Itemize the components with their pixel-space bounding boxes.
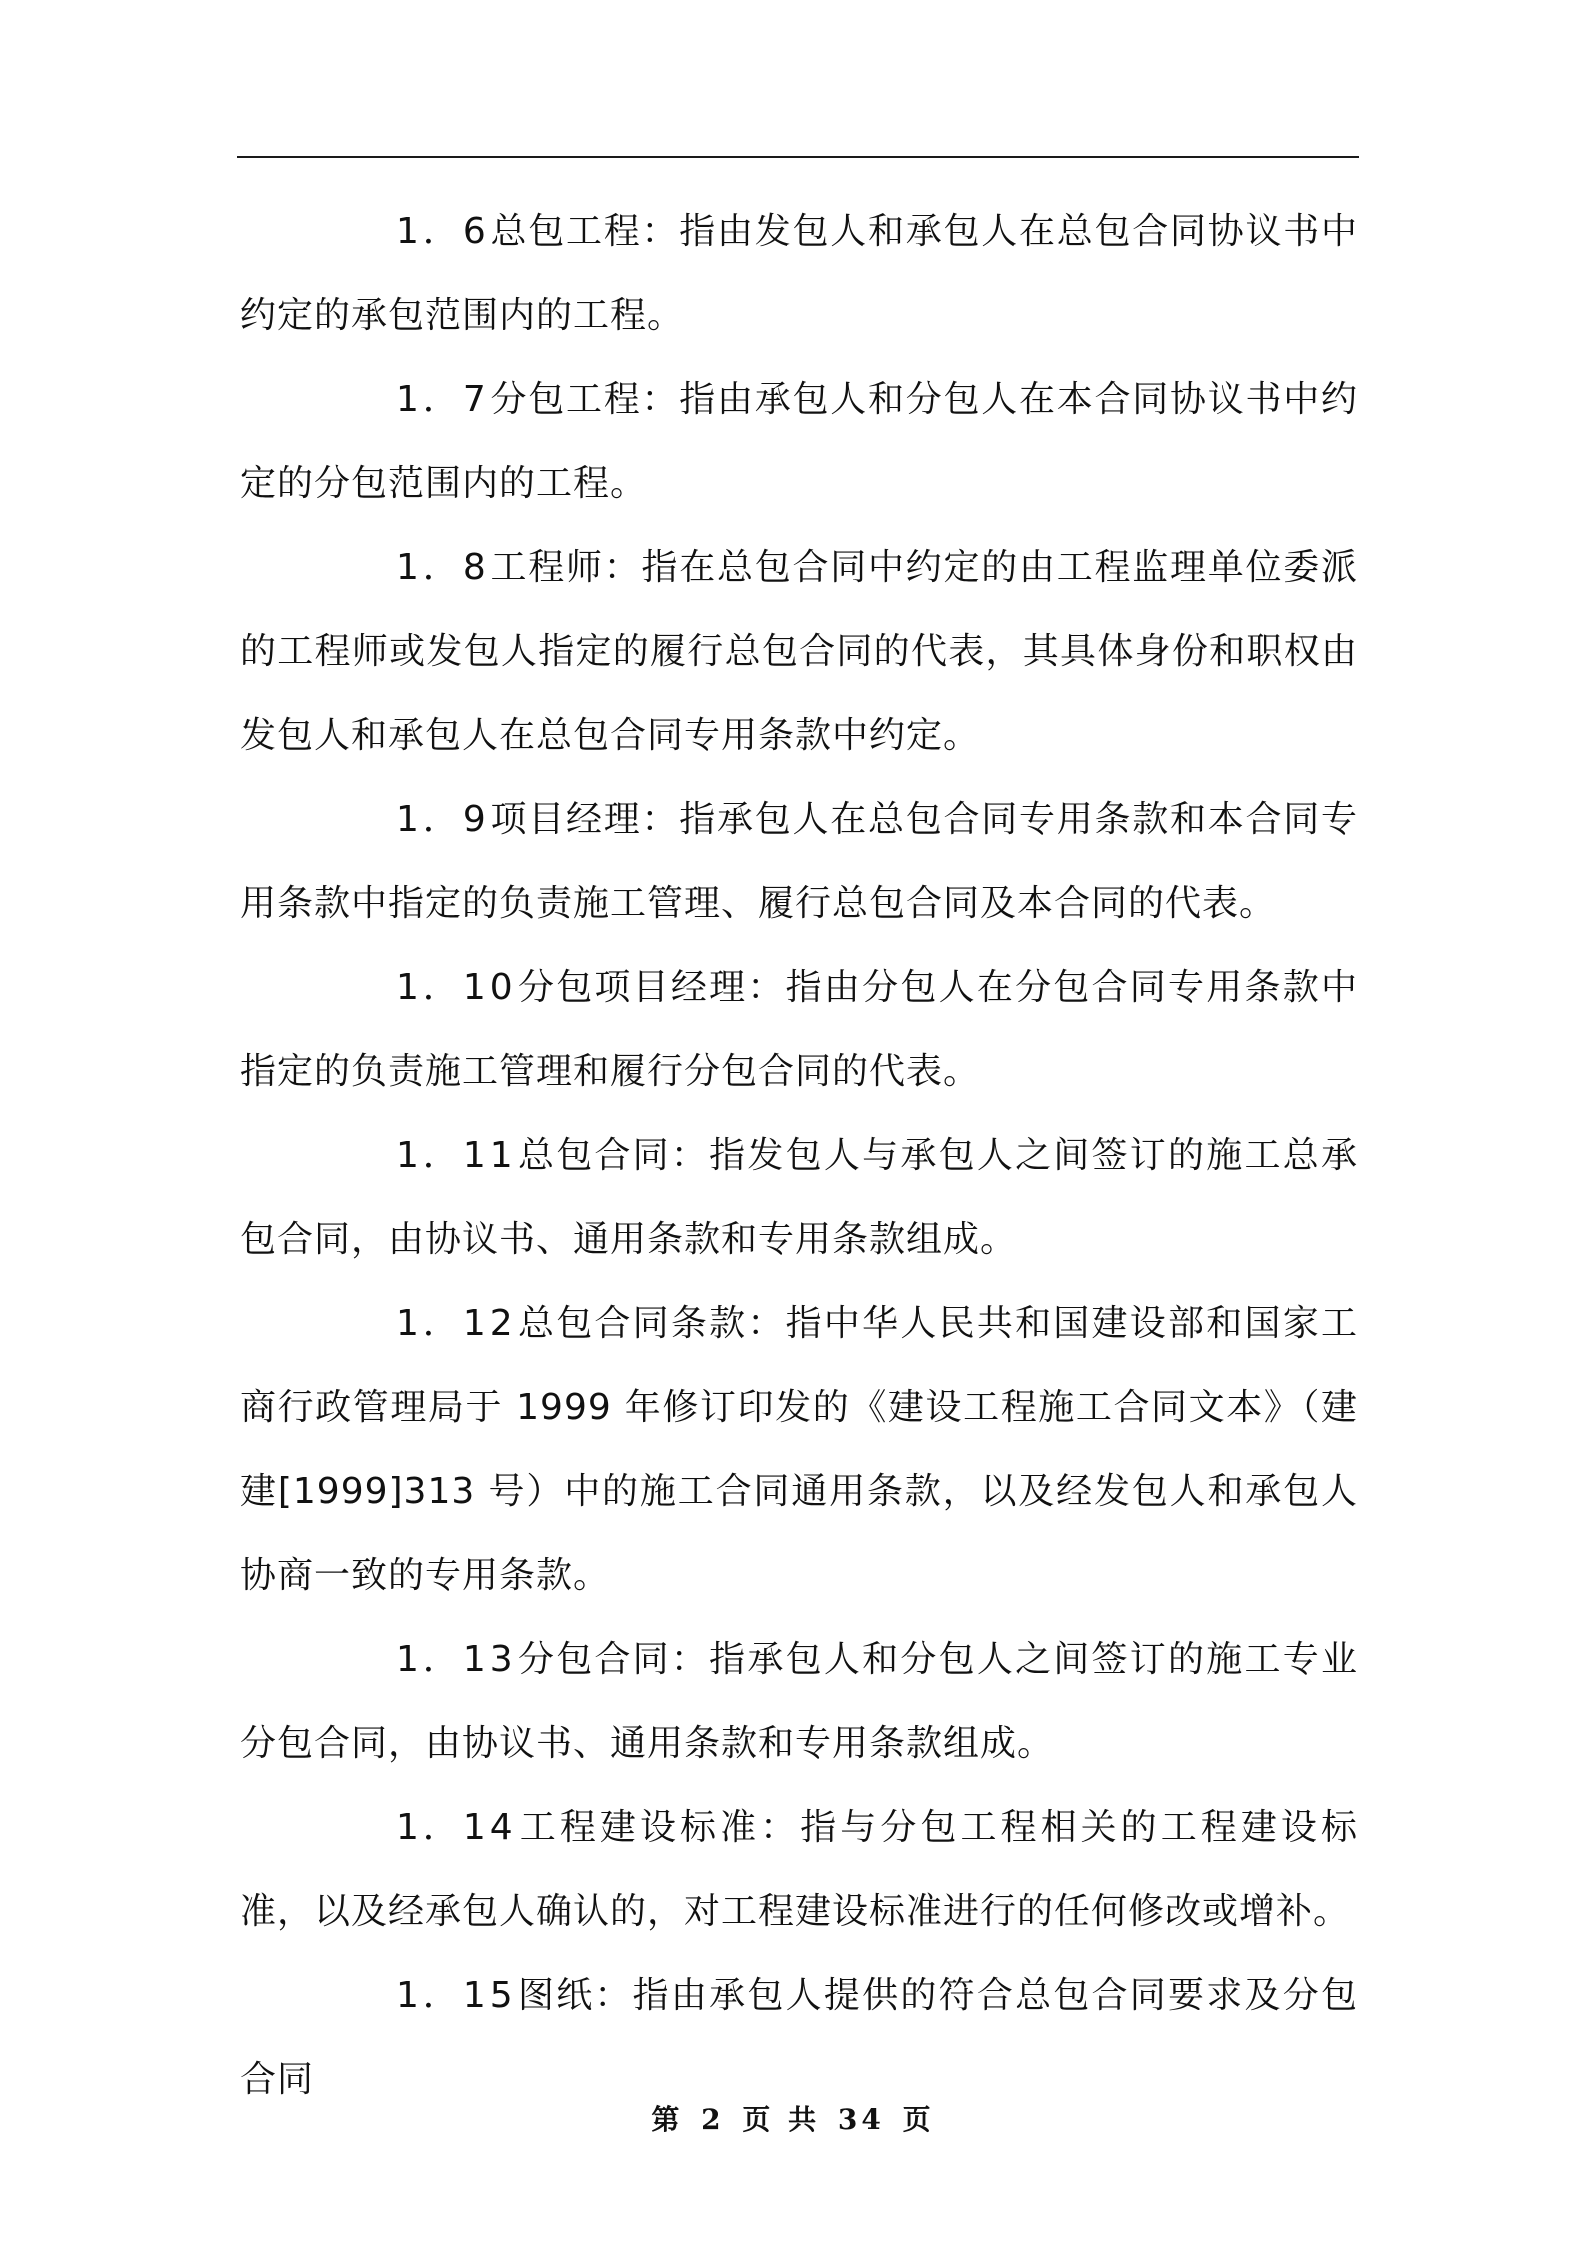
clause-1-6 <box>240 190 1358 358</box>
clause-1-8 <box>240 526 1358 778</box>
clause-1-9 <box>240 778 1358 946</box>
clause-number: 1．13 <box>396 1639 517 1680</box>
clause-1-7 <box>240 358 1358 526</box>
total-page-count: 34 <box>837 2103 885 2136</box>
footer-prefix: 第 <box>651 2103 684 2136</box>
clause-text: 工程建设标准：指与分包工程相关的工程建设标准，以及经承包人确认的，对工程建设标准进行的任何修改或增补。 <box>240 1807 1358 1932</box>
clause-number: 1．7 <box>396 379 490 420</box>
page-footer <box>0 2098 1586 2138</box>
clause-number: 1．10 <box>396 967 517 1008</box>
document-body <box>240 190 1358 2122</box>
current-page-number: 2 <box>701 2103 725 2136</box>
clause-text: 工程师：指在总包合同中约定的由工程监理单位委派的工程师或发包人指定的履行总包合同的代表，其具体身份和职权由发包人和承包人在总包合同专用条款中约定。 <box>240 547 1358 756</box>
clause-text: 总包合同：指发包人与承包人之间签订的施工总承包合同，由协议书、通用条款和专用条款组成。 <box>240 1135 1358 1260</box>
clause-number: 1．8 <box>396 547 490 588</box>
clause-text: 项目经理：指承包人在总包合同专用条款和本合同专用条款中指定的负责施工管理、履行总包合同及本合同的代表。 <box>240 799 1358 924</box>
clause-number: 1．11 <box>396 1135 517 1176</box>
clause-1-14 <box>240 1786 1358 1954</box>
header-rule <box>237 156 1359 158</box>
clause-1-15 <box>240 1954 1358 2122</box>
clause-1-11 <box>240 1114 1358 1282</box>
clause-number: 1．12 <box>396 1303 517 1344</box>
clause-text: 分包合同：指承包人和分包人之间签订的施工专业分包合同，由协议书、通用条款和专用条款组成。 <box>240 1639 1358 1764</box>
clause-1-12 <box>240 1282 1358 1618</box>
clause-1-13 <box>240 1618 1358 1786</box>
footer-suffix: 页 <box>902 2103 935 2136</box>
clause-number: 1．6 <box>396 211 490 252</box>
clause-text: 总包工程：指由发包人和承包人在总包合同协议书中约定的承包范围内的工程。 <box>240 211 1358 336</box>
clause-text: 图纸：指由承包人提供的符合总包合同要求及分包合同 <box>240 1975 1358 2100</box>
clause-number: 1．14 <box>396 1807 517 1848</box>
clause-number: 1．15 <box>396 1975 517 2016</box>
clause-text: 分包工程：指由承包人和分包人在本合同协议书中约定的分包范围内的工程。 <box>240 379 1358 504</box>
clause-text: 总包合同条款：指中华人民共和国建设部和国家工商行政管理局于 1999 年修订印发的《建设工程施工合同文本》（建建[1999]313 号）中的施工合同通用条款，以及经发包人和承包人协商一致的专用条款。 <box>240 1303 1358 1596</box>
clause-number: 1．9 <box>396 799 490 840</box>
clause-1-10 <box>240 946 1358 1114</box>
clause-text: 分包项目经理：指由分包人在分包合同专用条款中指定的负责施工管理和履行分包合同的代表。 <box>240 967 1358 1092</box>
footer-middle: 页 共 <box>742 2103 821 2136</box>
